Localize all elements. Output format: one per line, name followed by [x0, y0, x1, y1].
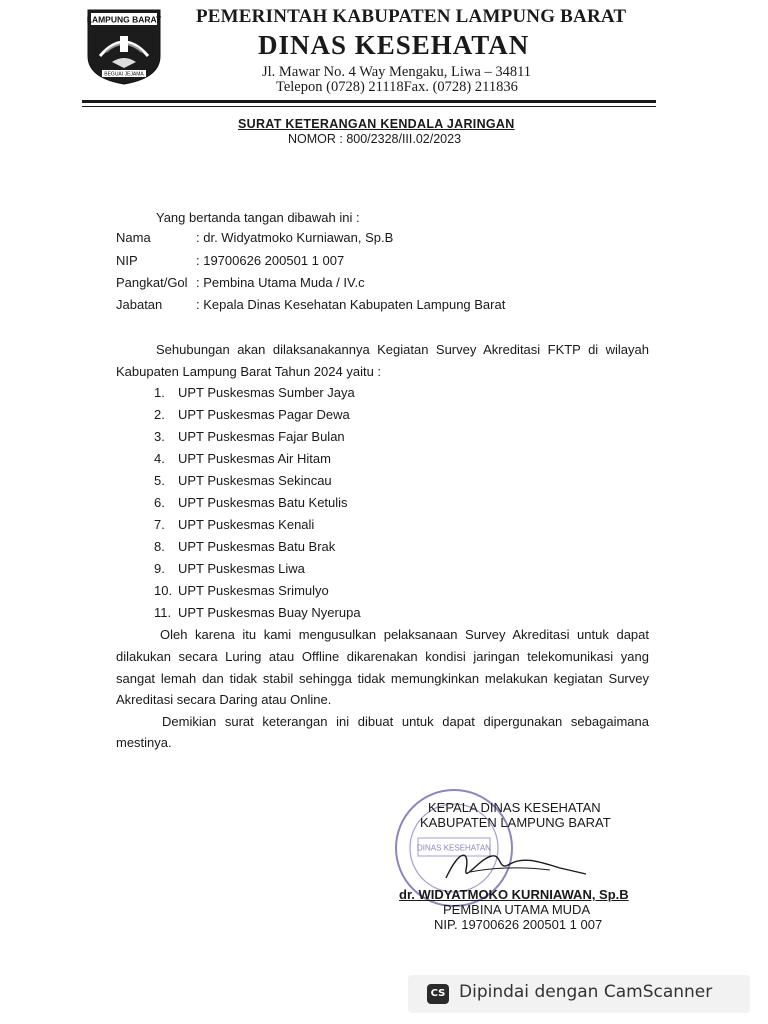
- field-row: [116, 275, 676, 297]
- list-item: [154, 473, 454, 495]
- signer-title-2: KABUPATEN LAMPUNG BARAT: [420, 815, 611, 830]
- list-text: UPT Puskesmas Fajar Bulan: [178, 429, 345, 444]
- field-value: : Pembina Utama Muda / IV.c: [196, 275, 365, 290]
- list-number: 7.: [154, 517, 165, 532]
- field-label: Jabatan: [116, 297, 163, 312]
- intro-line-1: Sehubungan akan dilaksanakannya Kegiatan Survey Akreditasi FKTP di wilayah: [156, 342, 649, 357]
- reason-line-1: Oleh karena itu kami mengusulkan pelaksanaan Survey Akreditasi untuk dapat: [160, 627, 649, 642]
- list-number: 3.: [154, 429, 165, 444]
- list-item: [154, 561, 454, 583]
- list-number: 10.: [154, 583, 173, 598]
- list-item: [154, 539, 454, 561]
- reason-line-2: dilakukan secara Luring atau Offline dikarenakan kondisi jaringan telekomunikasi yang: [116, 649, 649, 664]
- closing-line-1: Demikian surat keterangan ini dibuat untuk dapat dipergunakan sebagaimana: [162, 714, 649, 729]
- list-number: 1.: [154, 385, 165, 400]
- list-item: [154, 517, 454, 539]
- intro-line-2: Kabupaten Lampung Barat Tahun 2024 yaitu :: [116, 364, 382, 379]
- government-name: PEMERINTAH KABUPATEN LAMPUNG BARAT: [196, 6, 627, 27]
- field-value: : 19700626 200501 1 007: [196, 253, 345, 268]
- list-item: [154, 583, 454, 605]
- field-row: [116, 297, 676, 319]
- scanner-label: Dipindai dengan CamScanner: [459, 982, 713, 1002]
- office-address: Jl. Mawar No. 4 Way Mengaku, Liwa – 34811: [262, 64, 532, 80]
- list-item: [154, 407, 454, 429]
- list-text: UPT Puskesmas Srimulyo: [178, 583, 329, 598]
- list-number: 9.: [154, 561, 165, 576]
- list-text: UPT Puskesmas Buay Nyerupa: [178, 605, 361, 620]
- reason-line-4: Akreditasi secara Daring atau Online.: [116, 692, 332, 707]
- regency-logo: [84, 6, 164, 86]
- list-text: UPT Puskesmas Kenali: [178, 517, 315, 532]
- list-number: 4.: [154, 451, 165, 466]
- logo-label: LAMPUNG BARAT: [86, 14, 162, 25]
- field-value: : dr. Widyatmoko Kurniawan, Sp.B: [196, 230, 394, 245]
- field-row: [116, 230, 676, 252]
- letter-number: NOMOR : 800/2328/III.02/2023: [288, 132, 462, 146]
- office-phone: Telepon (0728) 21118Fax. (0728) 211836: [276, 79, 518, 95]
- list-number: 8.: [154, 539, 165, 554]
- letter-title: SURAT KETERANGAN KENDALA JARINGAN: [238, 117, 515, 131]
- field-value: : Kepala Dinas Kesehatan Kabupaten Lampung Barat: [196, 297, 506, 312]
- list-number: 11.: [154, 605, 172, 620]
- list-text: UPT Puskesmas Air Hitam: [178, 451, 331, 466]
- list-text: UPT Puskesmas Sekincau: [178, 473, 332, 488]
- signer-name: dr. WIDYATMOKO KURNIAWAN, Sp.B: [399, 887, 629, 902]
- list-text: UPT Puskesmas Batu Ketulis: [178, 495, 348, 510]
- signer-rank: PEMBINA UTAMA MUDA: [443, 902, 591, 917]
- field-label: Pangkat/Gol: [116, 275, 188, 290]
- list-text: UPT Puskesmas Sumber Jaya: [178, 385, 355, 400]
- letterhead-rule-thin: [82, 106, 656, 107]
- closing-line-2: mestinya.: [116, 735, 172, 750]
- department-name: DINAS KESEHATAN: [258, 30, 530, 60]
- field-label: Nama: [116, 230, 151, 245]
- signer-nip: NIP. 19700626 200501 1 007: [434, 917, 603, 932]
- reason-line-3: sangat lemah dan tidak stabil sehingga tidak memungkinkan melakukan kegiatan Survey: [116, 671, 649, 686]
- list-text: UPT Puskesmas Batu Brak: [178, 539, 336, 554]
- list-item: [154, 429, 454, 451]
- list-item: [154, 451, 454, 473]
- list-item: [154, 605, 454, 627]
- list-item: [154, 495, 454, 517]
- stamp-text: DINAS KESEHATAN: [417, 843, 491, 853]
- opening-line: Yang bertanda tangan dibawah ini :: [156, 210, 360, 225]
- field-label: NIP: [116, 253, 138, 268]
- list-item: [154, 385, 454, 407]
- list-number: 5.: [154, 473, 165, 488]
- signer-title-1: KEPALA DINAS KESEHATAN: [428, 800, 601, 815]
- list-text: UPT Puskesmas Pagar Dewa: [178, 407, 350, 422]
- camscanner-icon: CS: [427, 984, 449, 1004]
- letterhead-rule-thick: [82, 100, 656, 103]
- logo-motto: BEGUAI JEJAMA: [104, 71, 144, 78]
- list-number: 6.: [154, 495, 165, 510]
- scanner-watermark: [408, 975, 750, 1013]
- list-text: UPT Puskesmas Liwa: [178, 561, 305, 576]
- field-row: [116, 253, 676, 275]
- list-number: 2.: [154, 407, 165, 422]
